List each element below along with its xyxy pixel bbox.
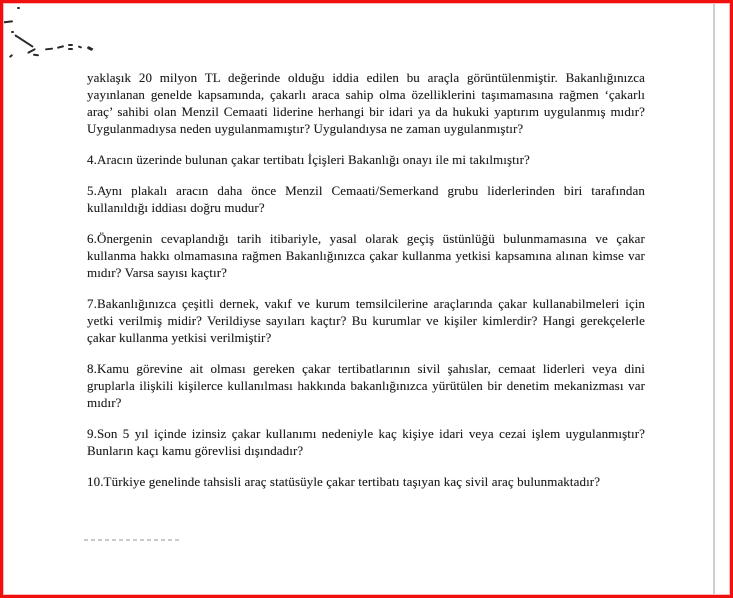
ink-mark — [14, 34, 34, 48]
paragraph-question-7: 7.Bakanlığınızca çeşitli dernek, vakıf ve kurum temsilcilerine araçlarında çakar kullanabilmeleri için yetki verilmiş midir? Verildiyse sayıları kaçtır? Bu kurumlar ve kişiler kimlerdir? Hangi gerekçelerle çakar kullanma yetkisi verilmiştir? — [87, 296, 645, 345]
scan-artifact-dashes — [84, 539, 180, 541]
paragraph-question-8: 8.Kamu görevine ait olması gereken çakar tertibatlarının sivil şahıslar, cemaat liderleri veya dini gruplarla ilişkili kişilerce kullanılması hakkında bakanlığınızca yürütülen bir denetim mekanizması var mıdır? — [87, 361, 645, 410]
ink-mark — [9, 54, 13, 58]
document-text-block — [87, 69, 645, 490]
page-edge-line — [713, 3, 715, 595]
paragraph-question-5: 5.Aynı plakalı aracın daha önce Menzil Cemaati/Semerkand grubu liderlerinden biri tarafından kullanıldığı iddiası doğru mudur? — [87, 183, 645, 215]
paragraph-intro-question: yaklaşık 20 milyon TL değerinde olduğu iddia edilen bu araçla görüntülenmiştir. Bakanlığınızca yayınlanan genelde kapsamında, çakarlı araca sahip olma özelliklerini taşımamasına rağmen ‘çakarlı araç’ sahibi olan Menzil Cemaati liderine herhangi bir idari ya da hukuki yaptırım uygulanmış mıdır? Uygulanmadıysa neden uygulanmamıştır? Uygulandıysa ne zaman uygulanmıştır? — [87, 70, 645, 136]
ink-mark — [0, 20, 13, 24]
ink-mark — [45, 48, 53, 50]
ink-mark — [87, 46, 94, 51]
ink-scribble — [0, 0, 120, 70]
ink-mark — [57, 45, 64, 48]
paragraph-question-9: 9.Son 5 yıl içinde izinsiz çakar kullanımı nedeniyle kaç kişiye idari veya cezai işlem uygulanmıştır? Bunların kaçı kamu görevlisi dışındadır? — [87, 426, 645, 458]
ink-mark — [78, 45, 82, 48]
ink-mark — [17, 7, 20, 9]
ink-mark — [68, 44, 73, 46]
paragraph-question-10: 10.Türkiye genelinde tahsisli araç statüsüyle çakar tertibatı taşıyan kaç sivil araç bulunmaktadır? — [87, 474, 601, 489]
paragraph-question-4: 4.Aracın üzerinde bulunan çakar tertibatı İçişleri Bakanlığı onayı ile mi takılmıştır? — [87, 152, 530, 167]
paragraph-question-6: 6.Önergenin cevaplandığı tarih itibariyle, yasal olarak geçiş üstünlüğü bulunmamasına ve çakar kullanma hakkı olmamasına rağmen Bakanlığınızca çakar kullanma yetkisi kapsamına alınan kimse var mıdır? Varsa sayısı kaçtır? — [87, 231, 645, 280]
ink-mark — [11, 31, 14, 33]
ink-mark — [33, 54, 39, 57]
ink-mark — [68, 48, 73, 50]
